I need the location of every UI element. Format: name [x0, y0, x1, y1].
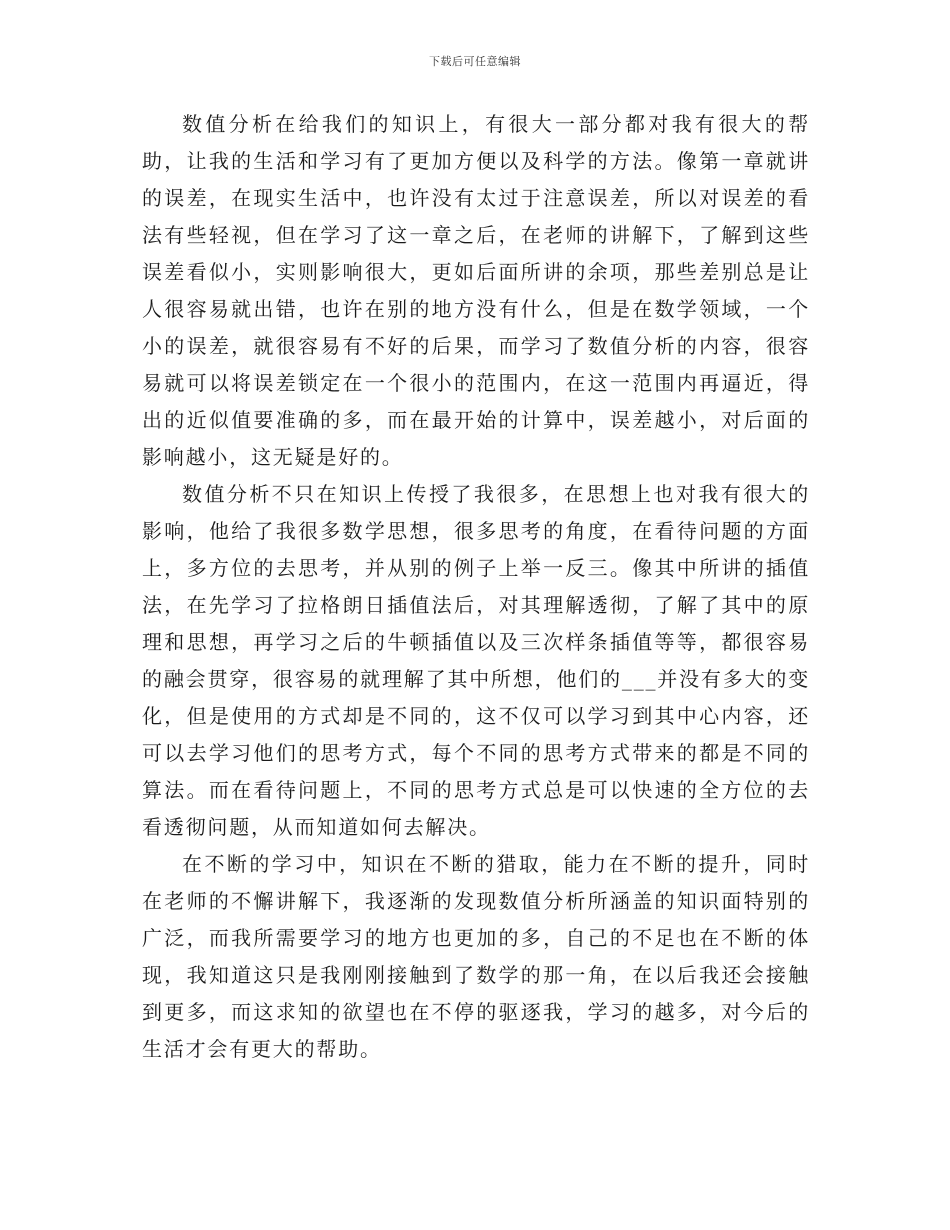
paragraph-3: 在不断的学习中，知识在不断的猎取，能力在不断的提升，同时在老师的不懈讲解下，我逐渐的发现数值分析所涵盖的知识面特别的广泛，而我所需要学习的地方也更加的多，自己的不足也在不断的体现，我知道这只是我刚刚接触到了数学的那一角，在以后我还会接触到更多，而这求知的欲望也在不停的驱逐我，学习的越多，对今后的生活才会有更大的帮助。	[142, 852, 810, 1061]
document-body	[142, 106, 810, 1068]
paragraph-2: 数值分析不只在知识上传授了我很多，在思想上也对我有很大的影响，他给了我很多数学思想，很多思考的角度，在看待问题的方面上，多方位的去思考，并从别的例子上举一反三。像其中所讲的插值法，在先学习了拉格朗日插值法后，对其理解透彻，了解了其中的原理和思想，再学习之后的牛顿插值以及三次样条插值等等，都很容易的融会贯穿，很容易的就理解了其中所想，他们的___并没有多大的变化，但是使用的方式却是不同的，这不仅可以学习到其中心内容，还可以去学习他们的思考方式，每个不同的思考方式带来的都是不同的算法。而在看待问题上，不同的思考方式总是可以快速的全方位的去看透彻问题，从而知道如何去解决。	[142, 482, 810, 839]
page-header: 下载后可任意编辑	[429, 55, 521, 68]
paragraph-1: 数值分析在给我们的知识上，有很大一部分都对我有很大的帮助，让我的生活和学习有了更加方便以及科学的方法。像第一章就讲的误差，在现实生活中，也许没有太过于注意误差，所以对误差的看法有些轻视，但在学习了这一章之后，在老师的讲解下，了解到这些误差看似小，实则影响很大，更如后面所讲的余项，那些差别总是让人很容易就出错，也许在别的地方没有什么，但是在数学领域，一个小的误差，就很容易有不好的后果，而学习了数值分析的内容，很容易就可以将误差锁定在一个很小的范围内，在这一范围内再逼近，得出的近似值要准确的多，而在最开始的计算中，误差越小，对后面的影响越小，这无疑是好的。	[142, 112, 810, 469]
